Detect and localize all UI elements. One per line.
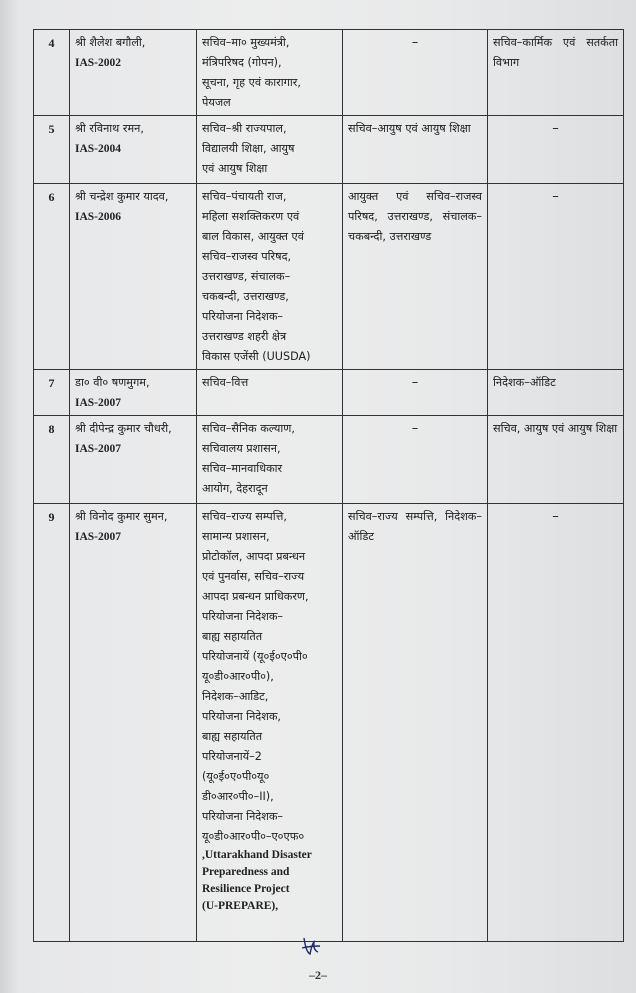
continuing-posting: –	[343, 416, 488, 504]
ias-batch: IAS-2007	[75, 531, 122, 543]
table-row	[34, 370, 624, 416]
continuing-posting: –	[343, 370, 488, 416]
table-row	[34, 30, 624, 116]
officer-name-cell	[70, 370, 197, 416]
present-posting-line: एवं पुनर्वास, सचिव–राज्य	[202, 570, 305, 583]
present-posting-line: चकबन्दी, उत्तराखण्ड,	[202, 290, 289, 303]
present-posting-line: बाल विकास, आयुक्त एवं	[202, 230, 304, 243]
officer-name-cell	[70, 116, 197, 184]
ias-batch: IAS-2004	[75, 143, 122, 155]
present-posting-cell	[197, 416, 343, 504]
present-posting-line: उत्तराखण्ड शहरी क्षेत्र	[202, 330, 287, 343]
present-posting-cell	[197, 504, 343, 942]
officer-name: श्री शैलेश बगौली,	[75, 36, 146, 49]
present-posting-line: विद्यालयी शिक्षा, आयुष	[202, 142, 295, 155]
new-posting: सचिव, आयुष एवं आयुष शिक्षा	[488, 416, 624, 504]
present-posting-line: एवं आयुष शिक्षा	[202, 162, 268, 175]
present-posting-line: (यू०ई०ए०पी०यू०	[202, 770, 270, 783]
ias-batch: IAS-2007	[75, 443, 122, 455]
officer-name: डा० वी० षणमुगम,	[75, 376, 150, 389]
serial-number: 8	[34, 416, 70, 504]
present-posting-line: सचिव–मा० मुख्यमंत्री,	[202, 36, 290, 49]
present-posting-line: सचिव–वित्त	[202, 376, 249, 389]
present-posting-line: सचिव–राजस्व परिषद,	[202, 250, 292, 263]
present-posting-cell	[197, 184, 343, 370]
officer-name-cell	[70, 184, 197, 370]
new-posting: –	[488, 116, 624, 184]
new-posting: निदेशक–ऑडिट	[488, 370, 624, 416]
present-posting-line-english: Resilience Project	[202, 883, 290, 895]
officer-name: श्री दीपेन्द्र कुमार चौधरी,	[75, 422, 172, 435]
present-posting-line: विकास एजेंसी (UUSDA)	[202, 350, 311, 363]
present-posting-line: परियोजनायें (यू०ई०ए०पी०	[202, 650, 308, 663]
ias-batch: IAS-2007	[75, 397, 122, 409]
present-posting-line: सचिव–सैनिक कल्याण,	[202, 422, 295, 435]
serial-number: 4	[34, 30, 70, 116]
serial-number: 5	[34, 116, 70, 184]
present-posting-line: सामान्य प्रशासन,	[202, 530, 270, 543]
serial-number: 7	[34, 370, 70, 416]
table-row	[34, 416, 624, 504]
new-posting: –	[488, 184, 624, 370]
present-posting-line: बाह्य सहायतित	[202, 730, 263, 743]
present-posting-line: आयोग, देहरादून	[202, 482, 268, 495]
present-posting-cell	[197, 370, 343, 416]
initials-signature	[300, 934, 322, 958]
continuing-posting: आयुक्त एवं सचिव–राजस्व परिषद, उत्तराखण्ड, संचालक–चकबन्दी, उत्तराखण्ड	[343, 184, 488, 370]
present-posting-line: यू०डी०आर०पी०),	[202, 670, 274, 683]
serial-number: 9	[34, 504, 70, 942]
present-posting-line: परियोजना निदेशक–	[202, 610, 284, 623]
continuing-posting: –	[343, 30, 488, 116]
table-row	[34, 184, 624, 370]
table-row	[34, 504, 624, 942]
new-posting: –	[488, 504, 624, 942]
page-number: –2–	[309, 968, 327, 982]
officer-name-cell	[70, 30, 197, 116]
serial-number: 6	[34, 184, 70, 370]
present-posting-line-english: Preparedness and	[202, 866, 290, 878]
ias-batch: IAS-2006	[75, 211, 122, 223]
continuing-posting: सचिव–राज्य सम्पत्ति, निदेशक–ऑडिट	[343, 504, 488, 942]
officer-name-cell	[70, 416, 197, 504]
present-posting-line: सचिव–पंचायती राज,	[202, 190, 287, 203]
present-posting-line: महिला सशक्तिकरण एवं	[202, 210, 300, 223]
present-posting-line: सचिवालय प्रशासन,	[202, 442, 281, 455]
present-posting-line: सूचना, गृह एवं कारागार,	[202, 76, 301, 89]
officer-name: श्री चन्द्रेश कुमार यादव,	[75, 190, 169, 203]
present-posting-line: सचिव–राज्य सम्पत्ति,	[202, 510, 287, 523]
present-posting-line: सचिव–मानवाधिकार	[202, 462, 283, 475]
new-posting: सचिव–कार्मिक एवं सतर्कता विभाग	[488, 30, 624, 116]
officer-name-cell	[70, 504, 197, 942]
present-posting-line: बाह्य सहायतित	[202, 630, 263, 643]
present-posting-line: निदेशक–आडिट,	[202, 690, 269, 703]
officer-name: श्री रविनाथ रमन,	[75, 122, 144, 135]
present-posting-cell	[197, 30, 343, 116]
present-posting-line: परियोजना निदेशक,	[202, 710, 281, 723]
continuing-posting: सचिव–आयुष एवं आयुष शिक्षा	[343, 116, 488, 184]
officer-name: श्री विनोद कुमार सुमन,	[75, 510, 168, 523]
present-posting-line: डी०आर०पी०–II),	[202, 790, 274, 803]
present-posting-line: परियोजनायें–2	[202, 750, 262, 763]
present-posting-line: प्रोटोकॉल, आपदा प्रबन्धन	[202, 550, 306, 563]
present-posting-cell	[197, 116, 343, 184]
present-posting-line: मंत्रिपरिषद (गोपन),	[202, 56, 282, 69]
present-posting-line: उत्तराखण्ड, संचालक–	[202, 270, 291, 283]
present-posting-line: पेयजल	[202, 96, 231, 109]
present-posting-line: सचिव–श्री राज्यपाल,	[202, 122, 287, 135]
present-posting-line: यू०डी०आर०पी०–ए०एफ०	[202, 830, 305, 843]
present-posting-line-english: (U-PREPARE),	[202, 900, 279, 912]
present-posting-line: परियोजना निदेशक–	[202, 310, 284, 323]
ias-batch: IAS-2002	[75, 57, 122, 69]
present-posting-line: आपदा प्रबन्धन प्राधिकरण,	[202, 590, 309, 603]
officers-transfer-table	[33, 29, 624, 942]
present-posting-line-english: ,Uttarakhand Disaster	[202, 849, 312, 861]
present-posting-line: परियोजना निदेशक–	[202, 810, 284, 823]
table-row	[34, 116, 624, 184]
